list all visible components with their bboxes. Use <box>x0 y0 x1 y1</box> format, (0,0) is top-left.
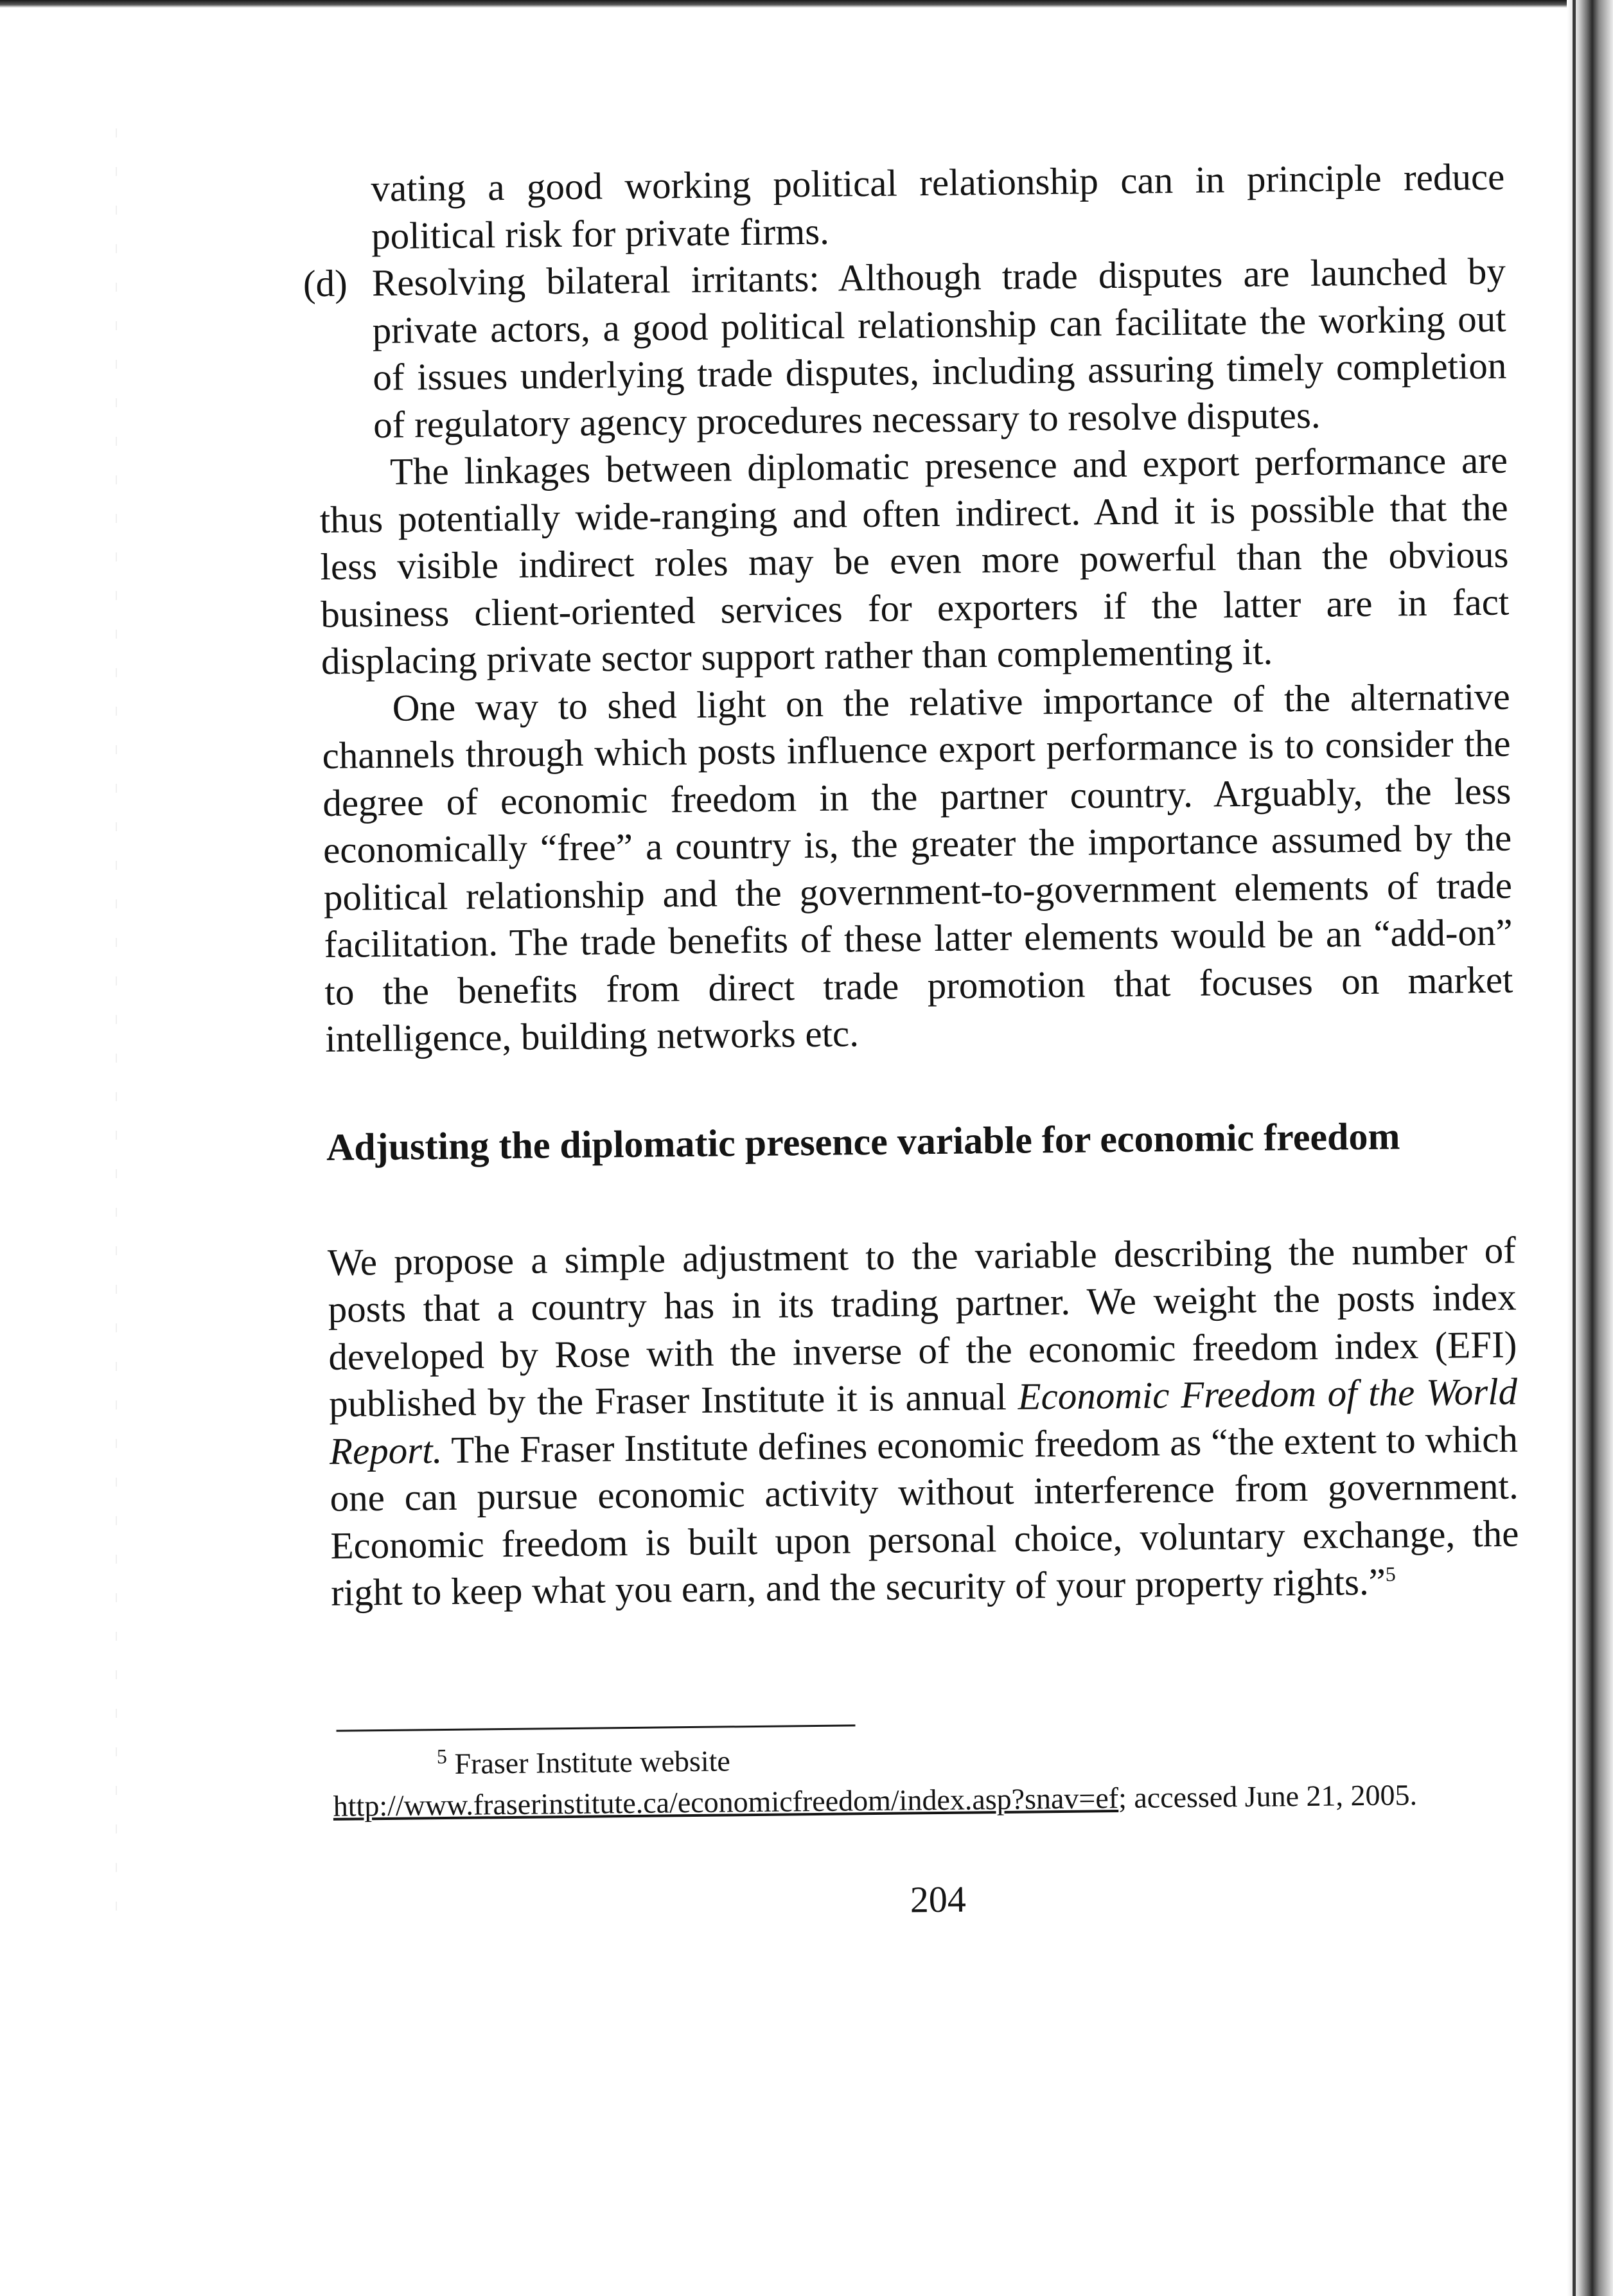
scan-top-edge <box>0 0 1613 8</box>
footnote-label: Fraser Institute website <box>446 1744 731 1780</box>
footnote-reference[interactable]: 5 <box>1385 1562 1396 1586</box>
footnote-first-line <box>333 1744 730 1781</box>
list-marker-d: (d) <box>303 261 348 305</box>
paragraph-adjustment-part1: We propose a simple adjustment to the variable describing the number of posts that a country has in its trading partner. We weight the posts index developed by Rose with the inverse of the economic freedom index (EFI) published by the Fraser Institute it is annual <box>327 1228 1517 1425</box>
report-title-italic: Economic Freedom of the World Report. <box>329 1370 1518 1472</box>
book-spine-line <box>1573 0 1576 2296</box>
scan-left-noise <box>116 128 117 1927</box>
paragraph-adjustment-part2: The Fraser Institute defines economic freedom as “the extent to which one can pursue economic activity without interference from government. Economic freedom is built upon personal choice, voluntary exchange, the right to keep what you earn, and the security of your property rights.” <box>330 1417 1519 1614</box>
footnote-accessed: ; accessed June 21, 2005. <box>1118 1778 1418 1814</box>
footnote-url-link[interactable]: http://www.fraserinstitute.ca/economicfreedom/index.asp?snav=ef <box>333 1781 1119 1823</box>
page-number: 204 <box>910 1878 967 1920</box>
paragraph-continuation: vating a good working political relationship can in principle reduce political risk for private firms. <box>371 155 1505 257</box>
footnote <box>333 1732 1522 1826</box>
paragraph-linkages: The linkages between diplomatic presence and export performance are thus potentially wide-ranging and often indirect. And it is possible that the less visible indirect roles may be even more powerful than the obvious business client-oriented services for exporters if the latter are in fact displacing private sector support rather than complementing it. <box>319 438 1510 682</box>
footnote-divider <box>336 1724 855 1731</box>
paragraph-economic-freedom: One way to shed light on the relative importance of the alternative channels through which posts influence export performance is to consider the degree of economic freedom in the partner country. Arguably, the less economically “free” a country is, the greater the importance assumed by the political relationship and the government-to-government elements of trade facilitation. The trade benefits of these latter elements would be an “add-on” to the benefits from direct trade promotion that focuses on market intelligence, building networks etc. <box>322 675 1513 1060</box>
list-item-d-text: Resolving bilateral irritants: Although trade disputes are launched by private actors, a good political relationship can facilitate the working out of issues underlying trade disputes, including assuring timely completion of regulatory agency procedures necessary to resolve disputes. <box>371 249 1507 446</box>
page-content <box>303 154 1523 1929</box>
section-heading: Adjusting the diplomatic presence variable for economic freedom <box>326 1114 1400 1169</box>
paragraph-adjustment <box>327 1226 1519 1616</box>
list-item-d <box>303 248 1508 449</box>
footnote-number: 5 <box>436 1744 448 1768</box>
